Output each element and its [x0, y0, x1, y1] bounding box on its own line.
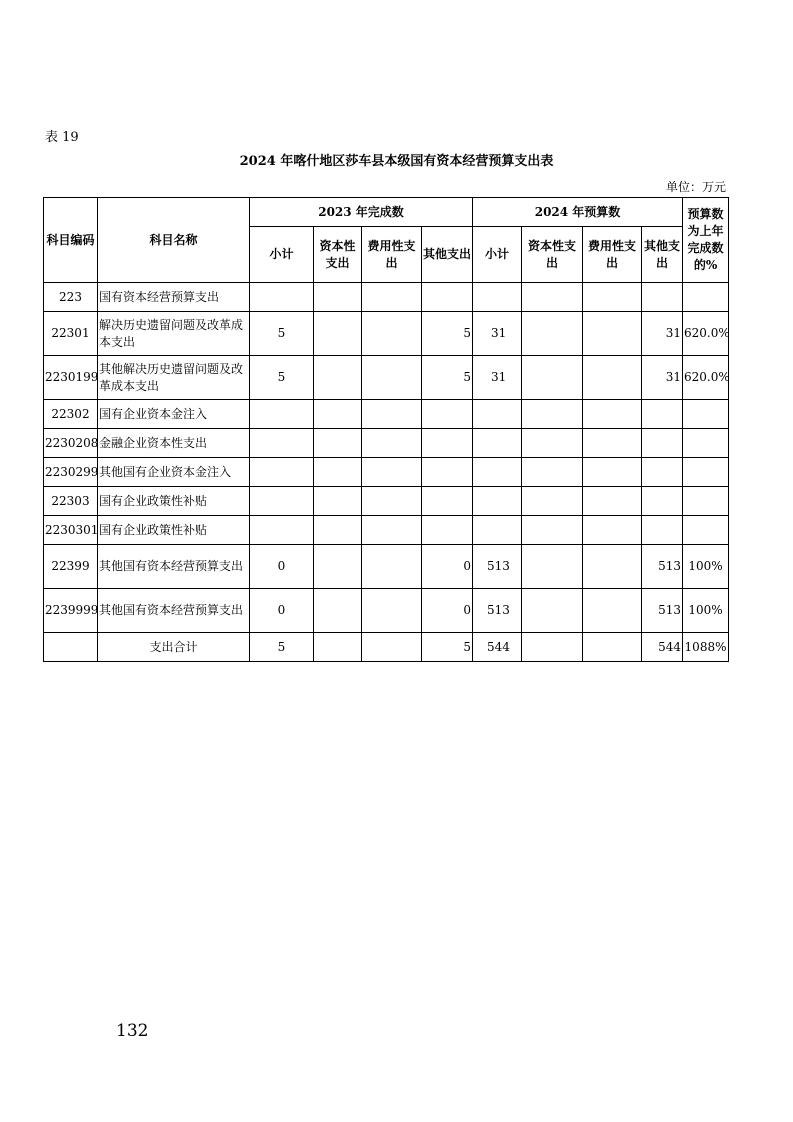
cell-2023-expense	[362, 429, 422, 458]
cell-2024-other	[642, 429, 683, 458]
page-number: 132	[116, 1021, 149, 1041]
header-2023-capital: 资本性支出	[314, 227, 362, 283]
header-2024-expense: 费用性支出	[583, 227, 642, 283]
cell-2023-subtotal: 5	[250, 356, 314, 400]
cell-2023-subtotal	[250, 283, 314, 312]
cell-2023-other: 0	[422, 545, 473, 589]
cell-2023-subtotal: 0	[250, 589, 314, 633]
cell-2023-capital	[314, 400, 362, 429]
cell-ratio: 620.0%	[683, 356, 729, 400]
header-ratio: 预算数为上年完成数的%	[683, 198, 729, 283]
cell-2024-subtotal: 513	[473, 545, 522, 589]
cell-2023-capital	[314, 633, 362, 662]
header-2023-expense: 费用性支出	[362, 227, 422, 283]
cell-2024-capital	[522, 487, 583, 516]
row-code: 2230299	[44, 458, 98, 487]
table-row	[44, 487, 729, 516]
cell-2023-other	[422, 516, 473, 545]
cell-2024-capital	[522, 545, 583, 589]
row-code: 2230208	[44, 429, 98, 458]
cell-2023-other	[422, 400, 473, 429]
cell-2024-other	[642, 283, 683, 312]
row-name: 其他国有资本经营预算支出	[98, 545, 250, 589]
cell-2023-other	[422, 458, 473, 487]
row-name: 金融企业资本性支出	[98, 429, 250, 458]
cell-2024-capital	[522, 516, 583, 545]
cell-2023-subtotal	[250, 400, 314, 429]
cell-ratio: 620.0%	[683, 312, 729, 356]
row-name: 解决历史遗留问题及改革成本支出	[98, 312, 250, 356]
cell-2023-subtotal: 5	[250, 312, 314, 356]
cell-2024-other	[642, 487, 683, 516]
cell-2023-subtotal: 0	[250, 545, 314, 589]
row-name: 其他国有企业资本金注入	[98, 458, 250, 487]
header-2023-other: 其他支出	[422, 227, 473, 283]
cell-ratio	[683, 400, 729, 429]
cell-2024-expense	[583, 429, 642, 458]
cell-2024-expense	[583, 458, 642, 487]
unit-label: 单位：万元	[665, 180, 726, 194]
cell-2023-expense	[362, 487, 422, 516]
cell-2024-subtotal	[473, 283, 522, 312]
cell-2023-expense	[362, 516, 422, 545]
cell-2024-capital	[522, 589, 583, 633]
cell-2023-capital	[314, 283, 362, 312]
cell-2023-expense	[362, 589, 422, 633]
cell-2023-subtotal: 5	[250, 633, 314, 662]
cell-2023-other	[422, 283, 473, 312]
cell-2024-subtotal	[473, 516, 522, 545]
table-row	[44, 516, 729, 545]
cell-2024-subtotal	[473, 400, 522, 429]
cell-2023-other	[422, 429, 473, 458]
row-code: 22399	[44, 545, 98, 589]
table-row	[44, 429, 729, 458]
row-name: 国有资本经营预算支出	[98, 283, 250, 312]
cell-2024-capital	[522, 633, 583, 662]
cell-2024-capital	[522, 458, 583, 487]
cell-2024-expense	[583, 400, 642, 429]
row-code: 2239999	[44, 589, 98, 633]
cell-2023-expense	[362, 458, 422, 487]
cell-2023-capital	[314, 516, 362, 545]
cell-2024-capital	[522, 400, 583, 429]
cell-2024-subtotal	[473, 458, 522, 487]
cell-2024-expense	[583, 545, 642, 589]
cell-2023-capital	[314, 458, 362, 487]
row-code: 22302	[44, 400, 98, 429]
cell-2024-subtotal: 513	[473, 589, 522, 633]
row-code: 2230199	[44, 356, 98, 400]
row-code: 223	[44, 283, 98, 312]
table-label: 表 19	[45, 130, 79, 145]
row-code: 2230301	[44, 516, 98, 545]
cell-2024-other: 31	[642, 356, 683, 400]
cell-2023-other: 5	[422, 356, 473, 400]
document-title: 2024 年喀什地区莎车县本级国有资本经营预算支出表	[239, 154, 554, 169]
cell-2024-other	[642, 458, 683, 487]
cell-2023-other: 5	[422, 633, 473, 662]
row-name: 国有企业政策性补贴	[98, 516, 250, 545]
cell-2024-capital	[522, 356, 583, 400]
cell-ratio: 100%	[683, 545, 729, 589]
cell-2023-subtotal	[250, 487, 314, 516]
header-2024-capital: 资本性支出	[522, 227, 583, 283]
cell-ratio	[683, 516, 729, 545]
row-code: 22301	[44, 312, 98, 356]
cell-2023-expense	[362, 400, 422, 429]
header-2024: 2024 年预算数	[473, 198, 683, 227]
cell-ratio	[683, 487, 729, 516]
cell-2024-other	[642, 516, 683, 545]
header-2023-subtotal: 小计	[250, 227, 314, 283]
header-code: 科目编码	[44, 198, 98, 283]
cell-2024-expense	[583, 312, 642, 356]
row-name: 其他解决历史遗留问题及改革成本支出	[98, 356, 250, 400]
cell-2023-other: 0	[422, 589, 473, 633]
table-row	[44, 283, 729, 312]
header-2023: 2023 年完成数	[250, 198, 473, 227]
table-row	[44, 545, 729, 589]
cell-2023-subtotal	[250, 458, 314, 487]
cell-2024-capital	[522, 429, 583, 458]
cell-ratio: 100%	[683, 589, 729, 633]
cell-2024-expense	[583, 283, 642, 312]
total-label: 支出合计	[98, 633, 250, 662]
cell-ratio: 1088%	[683, 633, 729, 662]
cell-2024-subtotal: 31	[473, 356, 522, 400]
cell-2024-expense	[583, 633, 642, 662]
cell-2024-other: 31	[642, 312, 683, 356]
header-2024-subtotal: 小计	[473, 227, 522, 283]
cell-2023-expense	[362, 283, 422, 312]
cell-2023-other	[422, 487, 473, 516]
cell-2023-expense	[362, 312, 422, 356]
cell-2024-other	[642, 400, 683, 429]
row-name: 国有企业资本金注入	[98, 400, 250, 429]
table-row	[44, 312, 729, 356]
row-name: 国有企业政策性补贴	[98, 487, 250, 516]
cell-2024-subtotal	[473, 487, 522, 516]
cell-2023-capital	[314, 312, 362, 356]
cell-2023-capital	[314, 545, 362, 589]
cell-2024-expense	[583, 487, 642, 516]
cell-2023-capital	[314, 429, 362, 458]
table-row	[44, 589, 729, 633]
cell-ratio	[683, 429, 729, 458]
cell-2024-capital	[522, 283, 583, 312]
total-code	[44, 633, 98, 662]
cell-2023-capital	[314, 487, 362, 516]
cell-2023-subtotal	[250, 516, 314, 545]
table-row	[44, 400, 729, 429]
table-row	[44, 458, 729, 487]
cell-2023-expense	[362, 545, 422, 589]
cell-ratio	[683, 283, 729, 312]
header-2024-other: 其他支出	[642, 227, 683, 283]
cell-2024-other: 544	[642, 633, 683, 662]
cell-2024-subtotal	[473, 429, 522, 458]
cell-2023-capital	[314, 589, 362, 633]
cell-2024-capital	[522, 312, 583, 356]
cell-ratio	[683, 458, 729, 487]
cell-2023-capital	[314, 356, 362, 400]
row-code: 22303	[44, 487, 98, 516]
cell-2024-subtotal: 544	[473, 633, 522, 662]
cell-2024-expense	[583, 516, 642, 545]
cell-2023-subtotal	[250, 429, 314, 458]
cell-2023-expense	[362, 633, 422, 662]
cell-2024-expense	[583, 589, 642, 633]
cell-2024-other: 513	[642, 589, 683, 633]
cell-2023-other: 5	[422, 312, 473, 356]
total-row	[44, 633, 729, 662]
cell-2024-expense	[583, 356, 642, 400]
cell-2023-expense	[362, 356, 422, 400]
header-name: 科目名称	[98, 198, 250, 283]
table-row	[44, 356, 729, 400]
cell-2024-subtotal: 31	[473, 312, 522, 356]
cell-2024-other: 513	[642, 545, 683, 589]
row-name: 其他国有资本经营预算支出	[98, 589, 250, 633]
budget-table	[43, 197, 729, 662]
